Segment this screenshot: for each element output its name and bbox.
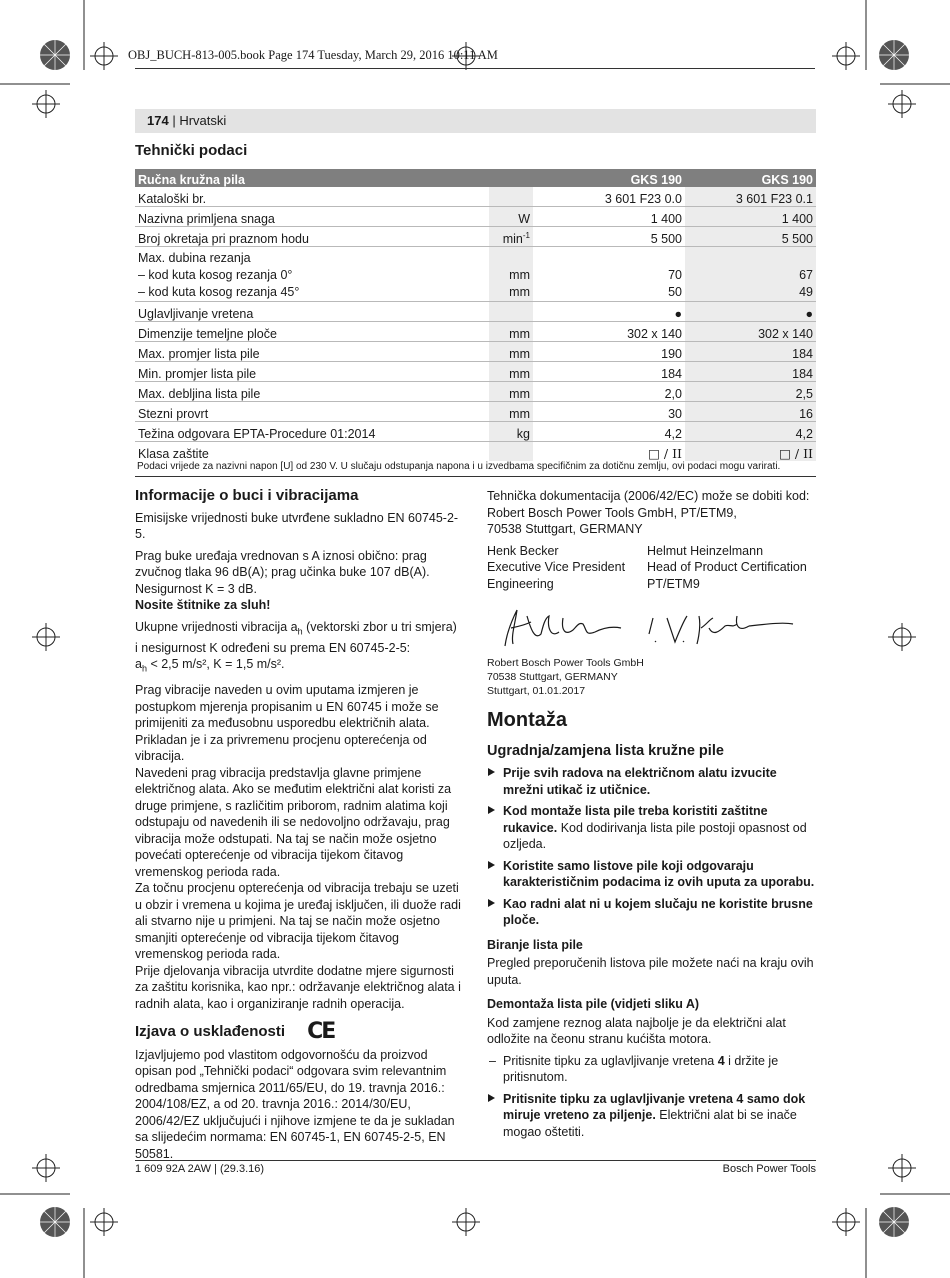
table-row: Stezni provrt mm 30 16 xyxy=(135,402,816,422)
table-row: Max. debljina lista pile mm 2,0 2,5 xyxy=(135,382,816,402)
spec-table xyxy=(135,169,816,461)
header-language: Hrvatski xyxy=(179,113,227,128)
table-bottom-rule xyxy=(135,476,816,477)
table-row: Klasa zaštite □ / II □ / II xyxy=(135,442,816,462)
vibration-values: Ukupne vrijednosti vibracija $a_h$ (vektorski zbor u tri smjera) i nesigurnost K određeni su prema EN 60745-2-5: $a_h < 2,5$ m/s², K = 1,5 m/s². xyxy=(135,619,457,674)
signatures-image xyxy=(487,596,807,654)
conformity-title: Izjava o usklađenosti xyxy=(135,1023,286,1040)
bullet-triangle-icon xyxy=(488,861,495,869)
blade-selection-title: Biranje lista pile xyxy=(487,937,583,952)
table-row: Max. promjer lista pile mm 190 184 xyxy=(135,342,816,362)
signatories: Henk Becker Executive Vice President Engineering Helmut Heinzelmann Head of Product Certification PT/ETM9 xyxy=(487,543,807,591)
page-number: 174 xyxy=(147,113,169,128)
table-row: Uglavljivanje vretena ● ● xyxy=(135,302,816,322)
hearing-warning: Nosite štitnike za sluh! xyxy=(135,598,271,612)
saw-blade-section-title: Ugradnja/zamjena lista kružne pile xyxy=(487,742,724,759)
table-row: Kataloški br. 3 601 F23 0.0 3 601 F23 0.1 xyxy=(135,187,816,207)
spindle-lock-dot: ● xyxy=(533,302,685,322)
table-row: Broj okretaja pri praznom hodu $\min^{-1}$ 5 500 5 500 xyxy=(135,227,816,247)
protection-class-icon: □ / II xyxy=(685,442,816,462)
table-row: Težina odgovara EPTA-Procedure 01:2014 kg 4,2 4,2 xyxy=(135,422,816,442)
noise-title: Informacije o buci i vibracijama xyxy=(135,487,359,504)
spec-header-col1: GKS 190 xyxy=(533,169,685,187)
list-item: Kao radni alat ni u kojem slučaju ne koristite brusne ploče. xyxy=(487,896,817,929)
table-row: Max. dubina rezanja – kod kuta kosog rezanja 0° – kod kuta kosog rezanja 45° mm mm 70 50 67 49 xyxy=(135,247,816,302)
header-rule xyxy=(135,68,815,69)
bullet-triangle-icon xyxy=(488,1094,495,1102)
bullet-triangle-icon xyxy=(488,768,495,776)
table-row: Dimenzije temeljne ploče mm 302 x 140 302 x 140 xyxy=(135,322,816,342)
footer-brand: Bosch Power Tools xyxy=(722,1163,816,1175)
table-note: Podaci vrijede za nazivni napon [U] od 230 V. U slučaju odstupanja napona i u izvedbama specifičnim za dotičnu zemlju, ovi podaci mogu varirati. xyxy=(137,461,781,472)
spec-header-col2: GKS 190 xyxy=(685,169,816,187)
protection-class-icon: □ / II xyxy=(648,446,682,461)
montaza-title: Montaža xyxy=(487,709,567,731)
bullet-triangle-icon xyxy=(488,899,495,907)
list-item: Koristite samo listove pile koji odgovaraju karakterističnim podacima iz ovih uputa za uporabu. xyxy=(487,858,817,891)
table-row: Nazivna primljena snaga W 1 400 1 400 xyxy=(135,207,816,227)
list-item: Kod montaže lista pile treba koristiti zaštitne rukavice. Kod dodirivanja lista pile postoji opasnost od ozljeda. xyxy=(487,803,817,853)
left-column: Informacije o buci i vibracijama Emisijske vrijednosti buke utvrđene sukladno EN 60745-2-5. Prag buke uređaja vrednovan s A iznosi obično: prag zvučnog tlaka 96 dB(A); prag učinka buke 107 dB(A). Nesigurnost K = 3 dB. Nosite štitnike za sluh! Ukupne vrijednosti vibracija $a_h$ (vektorski zbor u tri smjera) i nesigurnost K određeni su prema EN 60745-2-5: $a_h < 2,5$ m/s², K = 1,5 m/s². Prag vibracije naveden u ovim uputama izmjeren je postupkom mjerenja propisanim u EN 60745 i može se primijeniti za međusobnu usporedbu električnih alata. Prikladan je i za privremenu procjenu opterećenja od vibracija. Navedeni prag vibracija predstavlja glavne primjene električnog alata. Ako se međutim električni alat koristi za druge primjene, s različitim priborom, radnim alatima koji odstupaju od navedenih ili se nedovoljno održavaju, prag vibracija može odstupati. Na taj se način može osjetno povećati opterećenje od vibracija tijekom čitavog vremenskog perioda rada. Za točnu procjenu opterećenja od vibracija trebaju se uzeti u obzir i vremena u kojima je uređaj isključen, ili duože radi ali stvarno nije u primjeni. Na taj se način može osjetno smanjiti opterećenje od vibracija tijekom čitavog vremenskog perioda rada. Prije djelovanja vibracija utvrdite dodatne mjere sigurnosti za zaštitu korisnika, kao npr.: održavanje električnog alata i radnih alata, kao i organiziranje radnih operacija. Izjava o usklađenosti CE Izjavljujemo pod vlastitom odgovornošću da proizvod opisan pod „Tehnički podaci“ odgovara svim relevantnim odredbama smjernica 2011/65/EU, do 19. travnja 2016.: 2004/108/EZ, a od 20. travnja 2016.: 2014/30/EU, 2006/42/EZ uključujući i njihove izmjene te da je sukladan sa slijedećim normama: EN 60745-1, EN 60745-2-5, EN 50581. xyxy=(135,488,463,1167)
list-item: – Pritisnite tipku za uglavljivanje vretena 4 i držite je pritisnutom. xyxy=(489,1053,779,1084)
print-header: OBJ_BUCH-813-005.book Page 174 Tuesday, March 29, 2016 10:11 AM xyxy=(128,48,498,62)
spec-header-label: Ručna kružna pila xyxy=(135,169,489,187)
spec-header-row xyxy=(135,169,816,187)
list-item: Prije svih radova na električnom alatu izvucite mrežni utikač iz utičnice. xyxy=(487,765,817,798)
list-item: Pritisnite tipku za uglavljivanje vretena 4 samo dok miruje vreteno za piljenje. Električni alat bi se inače mogao oštetiti. xyxy=(487,1091,817,1141)
blade-removal-title: Demontaža lista pile (vidjeti sliku A) xyxy=(487,997,700,1011)
table-row: Min. promjer lista pile mm 184 184 xyxy=(135,362,816,382)
spindle-lock-dot: ● xyxy=(685,302,816,322)
right-column: Tehnička dokumentacija (2006/42/EC) može se dobiti kod: Robert Bosch Power Tools GmbH, PT/ETM9, 70538 Stuttgart, GERMANY Henk Becker Executive Vice President Engineering Helmut Heinzelmann Head of Product Certification PT/ETM9 Robert Bosch Power Tools GmbH 70538 Stuttgart, GERMANY Stuttgart, 01.01.2017 Montaža Ugradnja/zamjena lista kružne pile Prije svih radova na električnom alatu izvucite mrežni utikač iz utičnice. Kod montaže lista pile treba koristiti zaštitne rukavice. Kod dodirivanja lista pile postoji opasnost od ozljeda. Koristite samo listove pile koji odgovaraju karakterističnim podacima iz ovih uputa za uporabu. Kao radni alat ni u kojem slučaju ne koristite brusne ploče. Biranje lista pile Pregled preporučenih listova pile možete naći na kraju ovih uputa. Demontaža lista pile (vidjeti sliku A) Kod zamjene reznog alata najbolje je da električni alat odložite na čeonu stranu kućišta motora. – Pritisnite tipku za uglavljivanje vretena 4 i držite je pritisnutom. Pritisnite tipku za uglavljivanje vretena 4 samo dok miruje vreteno za piljenje. Električni alat bi se inače mogao oštetiti. xyxy=(487,488,817,1145)
bullet-triangle-icon xyxy=(488,806,495,814)
tech-data-title: Tehnički podaci xyxy=(135,142,248,159)
unit-rpm: $\min^{-1}$ xyxy=(489,227,533,247)
header-separator: | xyxy=(172,113,176,128)
footer-doc-code: 1 609 92A 2AW | (29.3.16) xyxy=(135,1163,265,1175)
page-header-bar xyxy=(135,109,816,133)
footer-rule xyxy=(135,1160,816,1161)
ce-mark-icon: CE xyxy=(307,1019,335,1044)
